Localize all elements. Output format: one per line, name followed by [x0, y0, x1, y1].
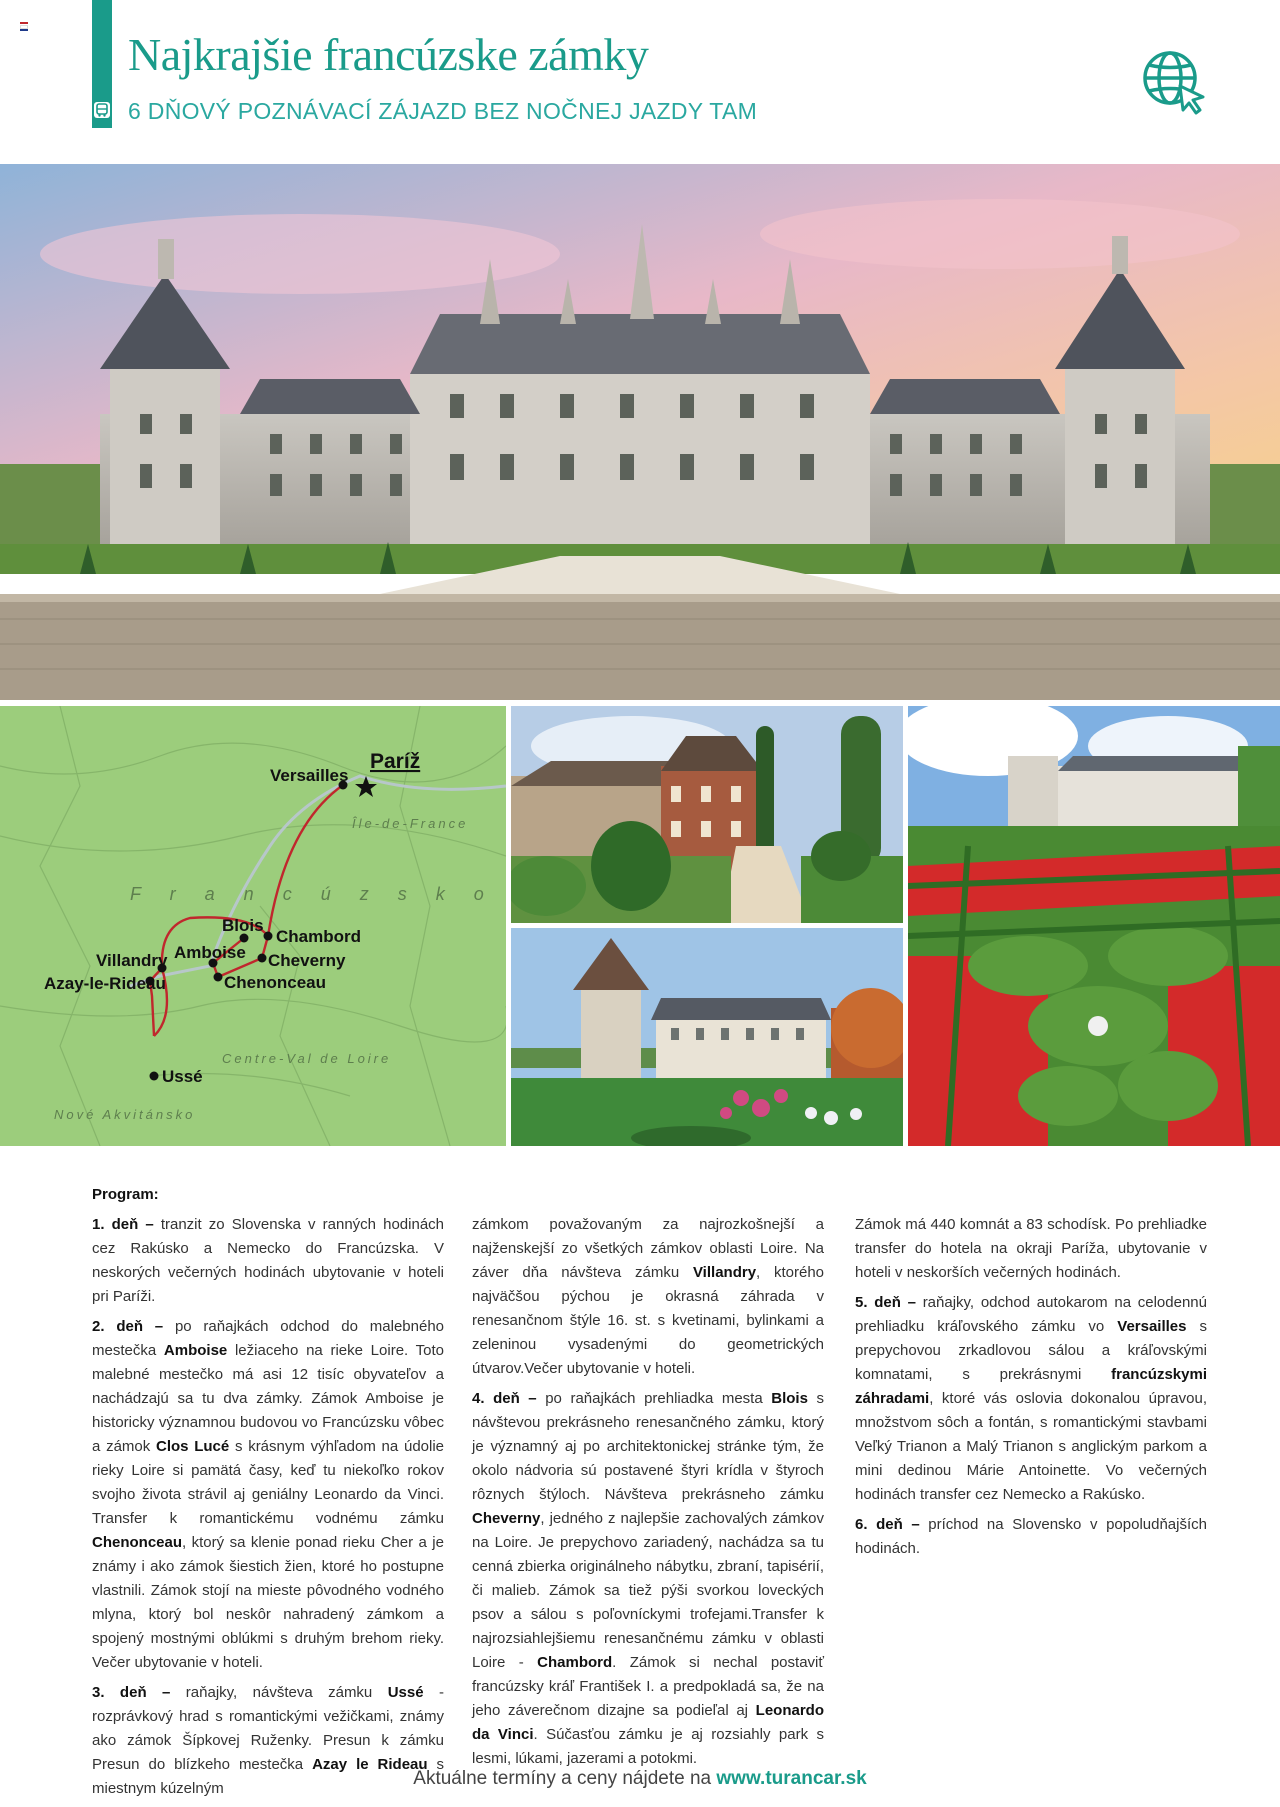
map-label-chambord: Chambord	[276, 927, 361, 946]
map-label-versailles: Versailles	[270, 766, 349, 785]
program-day-label: 6. deň –	[855, 1516, 920, 1533]
map-dot-cheverny	[258, 954, 267, 963]
program-text: , ktoré vás oslovia dokonalou úpravou, množstvom sôch a fontán, s romantickými stavbami Veľký Trianon a Malý Trianon s anglickým parkom a mini dedinou Márie Antoinette. Vo večerných hodinách transfer cez Nemecko a Rakúsko.	[855, 1390, 1207, 1503]
program-highlight: Chambord	[537, 1654, 613, 1671]
chenonceau-photo	[511, 928, 903, 1146]
map-label-villandry: Villandry	[96, 951, 168, 970]
program-text: s miestnym kúzelným	[92, 1756, 445, 1797]
map-label-azay: Azay-le-Rideau	[44, 974, 166, 993]
program-paragraph	[92, 1213, 444, 1309]
map-region-idf: Île-de-France	[352, 816, 469, 831]
program-day-label: 4. deň –	[472, 1390, 537, 1407]
program-text: príchod na Slovensko v popoludňajších hodinách.	[855, 1516, 1207, 1557]
flag-icon	[20, 22, 28, 29]
program-paragraph	[855, 1213, 1207, 1285]
map-dot-chenonceau	[214, 973, 223, 982]
program-text: . Súčasťou zámku je aj rozsiahly park s lesmi, lúkami, jazerami a potokmi.	[472, 1726, 824, 1767]
program-text: s prepychovou zrkadlovou sálou a kráľovskými komnatami, s prekrásnymi	[855, 1318, 1207, 1383]
map-label-blois: Blois	[222, 916, 264, 935]
map-dot-usse	[150, 1072, 159, 1081]
program-text: po raňajkách prehliadka mesta	[536, 1390, 772, 1407]
program-highlight: Clos Lucé	[155, 1438, 230, 1455]
program-text: , ktorý sa klenie ponad rieku Cher a je známy i ako zámok šiestich žien, ktoré ho postupne vlastnili. Zámok stojí na mieste pôvodného vodného mlyna, ktorý bol neskôr nahradený zámkom a spojený mostnými oblúkmi s druhým brehom rieky. Večer ubytovanie v hoteli.	[92, 1534, 444, 1671]
program-paragraph	[472, 1387, 824, 1771]
program-day-label: 2. deň –	[92, 1318, 164, 1335]
program-day-label: 5. deň –	[855, 1294, 916, 1311]
program-highlight: francúzskymi záhradami	[855, 1366, 1207, 1407]
page-title: Najkrajšie francúzske zámky	[128, 29, 649, 80]
program-highlight: Ussé	[387, 1684, 424, 1701]
map-region-na: Nové Akvitánsko	[54, 1107, 196, 1122]
program-text: - rozprávkový hrad s romantickými vežičkami, známy ako zámok Šípkovej Ruženky. Presun k zámku Presun do blízkeho mestečka	[92, 1684, 444, 1773]
program-text: tranzit zo Slovenska v ranných hodinách cez Rakúsko a Nemecko do Francúzska. V neskorých večerných hodinách ubytovanie v hoteli pri Paríži.	[92, 1216, 444, 1305]
map-label-pariz: Paríž	[370, 750, 421, 773]
map-label-chenonceau: Chenonceau	[224, 973, 327, 992]
route-map	[0, 706, 506, 1146]
footer-url-link[interactable]: www.turancar.sk	[716, 1768, 867, 1789]
footer-text: Aktuálne termíny a ceny nájdete na	[413, 1768, 717, 1789]
page-subtitle: 6 DŇOVÝ POZNÁVACÍ ZÁJAZD BEZ NOČNEJ JAZDY TAM	[128, 98, 758, 124]
program-text: s návštevou prekrásneho renesančného zámku, ktorý je významný aj po architektonickej stránke tým, že okolo nádvoria sú postavené štyri krídla v štyroch rôznych štýloch. Návšteva prekrásneho zámku	[472, 1390, 825, 1503]
program-highlight: Azay le Rideau	[312, 1756, 428, 1773]
program-text: raňajky, návšteva zámku	[170, 1684, 388, 1701]
map-label-cheverny: Cheverny	[268, 951, 346, 970]
program-paragraph	[472, 1213, 824, 1381]
program-highlight: Villandry	[692, 1264, 757, 1281]
program-highlight: Leonardo da Vinci	[472, 1702, 824, 1743]
map-label-amboise: Amboise	[174, 943, 246, 962]
program-highlight: Blois	[771, 1390, 808, 1407]
map-region-france: F r a n c ú z s k o	[130, 884, 496, 904]
program-paragraph	[855, 1291, 1207, 1507]
program-column-1	[92, 1183, 444, 1807]
bus-icon	[93, 101, 111, 119]
program-text: ležiaceho na rieke Loire. Toto malebné mestečko má asi 12 tisíc obyvateľov a nachádzajú sa tu dva zámky. Zámok Amboise je historicky významnou budovou vo Francúzsku vôbec a zámok	[92, 1342, 445, 1455]
program-heading: Program:	[92, 1186, 159, 1203]
program-text: Zámok má 440 komnát a 83 schodísk. Po prehliadke transfer do hotela na okraji Paríža, ubytovanie v hoteli v neskorších večerných hodinách.	[855, 1216, 1207, 1281]
program-paragraph	[92, 1315, 444, 1675]
villandry-garden-photo	[908, 706, 1280, 1146]
program-highlight: Chenonceau	[92, 1534, 183, 1551]
program-column-3	[855, 1213, 1207, 1567]
program-highlight: Amboise	[163, 1342, 228, 1359]
program-column-2	[472, 1213, 824, 1777]
program-text: raňajky, odchod autokarom na celodennú prehliadku kráľovského zámku vo	[855, 1294, 1207, 1335]
program-text: zámkom považovaným za najrozkošnejší a najženskejší zo všetkých zámkov oblasti Loire. Na záver dňa návšteva zámku	[472, 1216, 824, 1281]
program-text: . Zámok si nechal postaviť francúzsky kráľ František I. a predpokladá sa, že na jeho záverečnom dizajne sa podieľal aj	[472, 1654, 824, 1719]
program-day-label: 1. deň –	[92, 1216, 154, 1233]
map-dot-chambord	[264, 932, 273, 941]
castle-garden-photo	[511, 706, 903, 923]
program-text: , jedného z najlepšie zachovalých zámkov na Loire. Je prepychovo zariadený, nachádza sa tu cenná zbierka originálneho nábytku, zbraní, tapisérií, či malieb. Zámok sa tiež pýši svorkou loveckých psov a sálou s poľovníckymi trofejami.Transfer k najrozsiahlejšiemu renesančnému zámku v oblasti Loire -	[472, 1510, 824, 1671]
program-paragraph	[855, 1513, 1207, 1561]
map-region-cvl: Centre-Val de Loire	[222, 1051, 392, 1066]
program-text: , ktorého najväčšou pýchou je okrasná záhrada v renesančnom štýle 16. st. s kvetinami, bylinkami a zeleninou vysadenými do geometrických útvarov.Večer ubytovanie v hoteli.	[472, 1264, 825, 1377]
program-highlight: Versailles	[1117, 1318, 1187, 1335]
globe-cursor-icon[interactable]	[1140, 48, 1208, 116]
footer	[0, 1768, 1280, 1790]
program-highlight: Cheverny	[472, 1510, 541, 1527]
program-day-label: 3. deň –	[92, 1684, 171, 1701]
map-label-usse: Ussé	[162, 1067, 203, 1086]
program-text: po raňajkách odchod do malebného mestečka	[92, 1318, 445, 1359]
hero-castle-image	[0, 164, 1280, 700]
program-text: s krásnym výhľadom na údolie rieky Loire si pamätá časy, keď tu niekoľko rokov svojho života strávil aj geniálny Leonardo da Vinci. Transfer k romantickému vodnému zámku	[92, 1438, 445, 1527]
